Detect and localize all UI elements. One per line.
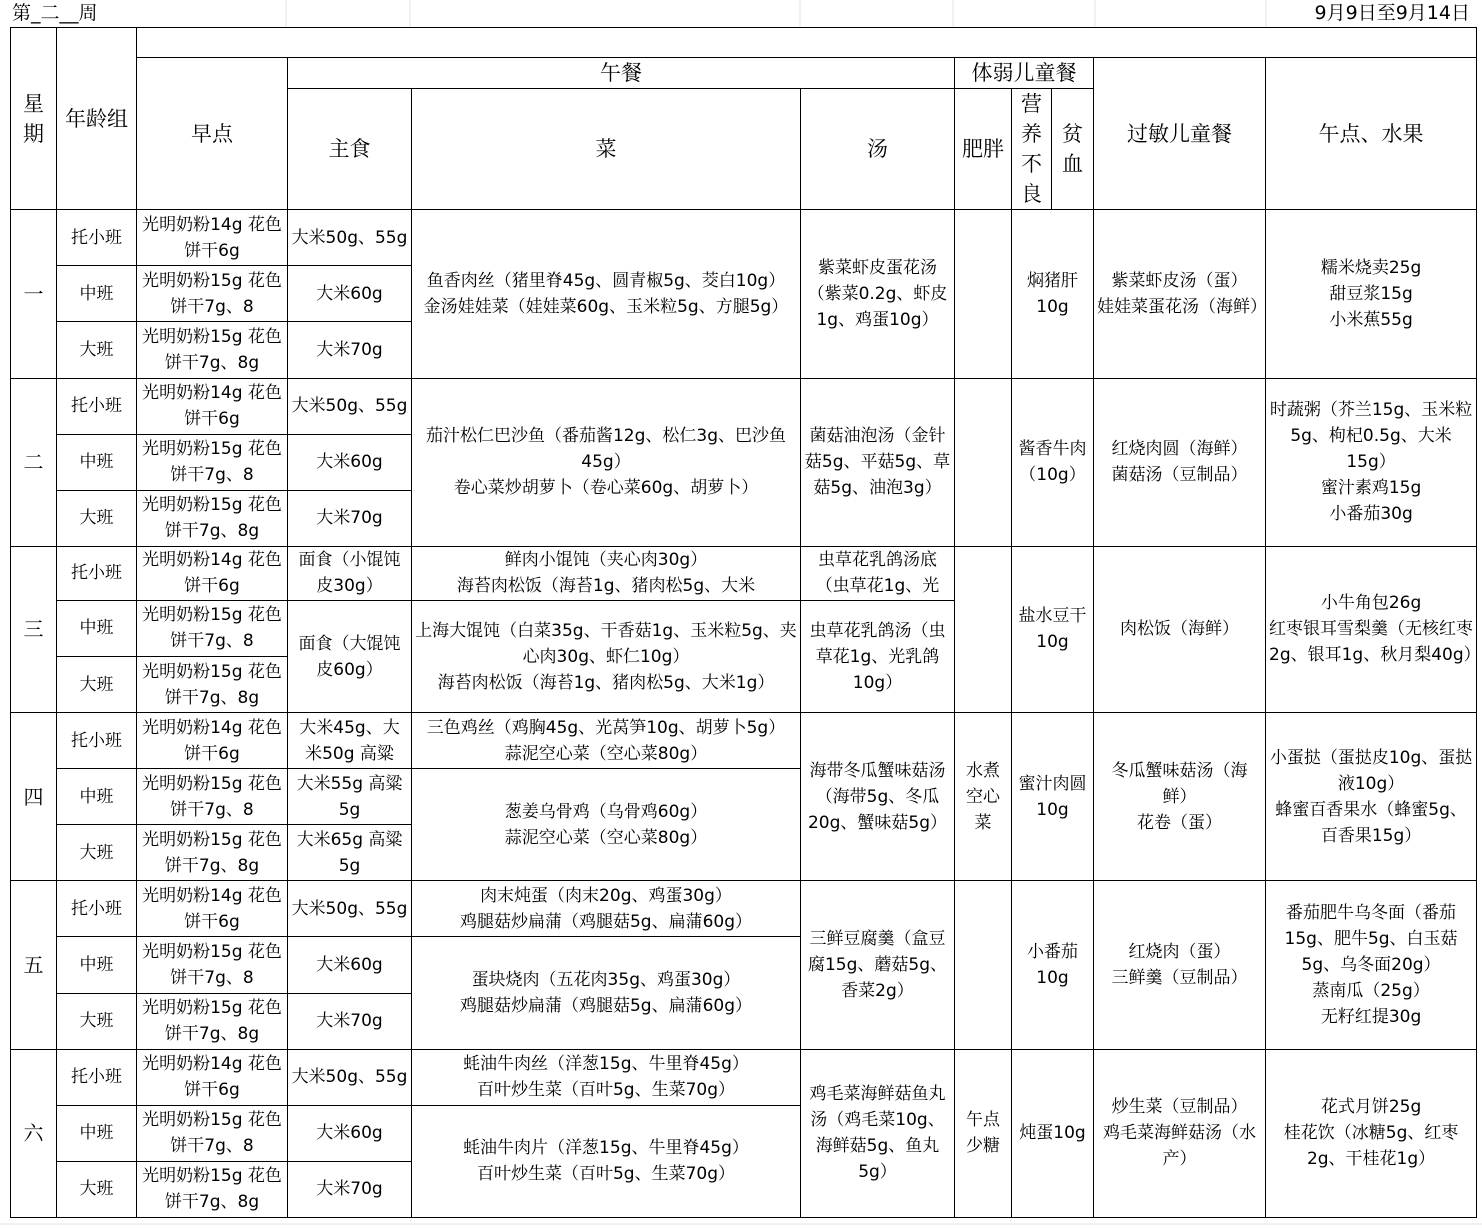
header-breakfast: 早点: [137, 58, 288, 210]
weak-meal-cell: 酱香牛肉（10g）: [1012, 378, 1094, 546]
allergy-meal-cell: 肉松饭（海鲜）: [1094, 546, 1266, 712]
breakfast-cell: 光明奶粉14g 花色饼干6g: [137, 210, 288, 266]
breakfast-cell: 光明奶粉14g 花色饼干6g: [137, 1049, 288, 1105]
age-group-cell: 大班: [57, 657, 137, 713]
staple-cell: 大米50g、55g: [288, 378, 412, 434]
snack-fruit-cell: 小蛋挞（蛋挞皮10g、蛋挞液10g） 蜂蜜百香果水（蜂蜜5g、百香果15g）: [1266, 713, 1477, 881]
breakfast-cell: 光明奶粉15g 花色饼干7g、8g: [137, 657, 288, 713]
weak-meal-cell: 炖蛋10g: [1012, 1049, 1094, 1217]
obese-meal-cell: 水煮空心菜: [955, 713, 1012, 881]
age-group-cell: 托小班: [57, 1049, 137, 1105]
age-group-cell: 中班: [57, 600, 137, 656]
dish-cell: 三色鸡丝（鸡胸45g、光莴笋10g、胡萝卜5g） 蒜泥空心菜（空心菜80g）: [412, 713, 801, 769]
header-age-group: 年龄组: [57, 28, 137, 210]
table-row: [11, 546, 1477, 600]
breakfast-cell: 光明奶粉15g 花色饼干7g、8: [137, 434, 288, 490]
soup-cell: 菌菇油泡汤（金针菇5g、平菇5g、草菇5g、油泡3g）: [801, 378, 955, 546]
weekday-cell: 六: [11, 1049, 57, 1217]
staple-cell: 大米60g: [288, 434, 412, 490]
weekday-cell: 五: [11, 881, 57, 1049]
breakfast-cell: 光明奶粉15g 花色饼干7g、8: [137, 600, 288, 656]
header-weak-children: 体弱儿童餐: [955, 58, 1094, 89]
obese-meal-cell: [955, 210, 1012, 378]
age-group-cell: 大班: [57, 825, 137, 881]
table-row: [11, 881, 1477, 937]
breakfast-cell: 光明奶粉15g 花色饼干7g、8: [137, 937, 288, 993]
table-row: [11, 210, 1477, 266]
weekday-cell: 三: [11, 546, 57, 712]
age-group-cell: 中班: [57, 1105, 137, 1161]
breakfast-cell: 光明奶粉15g 花色饼干7g、8g: [137, 825, 288, 881]
soup-cell: 鸡毛菜海鲜菇鱼丸汤（鸡毛菜10g、海鲜菇5g、鱼丸5g）: [801, 1049, 955, 1217]
age-group-cell: 中班: [57, 769, 137, 825]
allergy-meal-cell: 红烧肉圆（海鲜） 菌菇汤（豆制品）: [1094, 378, 1266, 546]
staple-cell: 大米65g 高粱5g: [288, 825, 412, 881]
header-snack-fruit: 午点、水果: [1266, 58, 1477, 210]
allergy-meal-cell: 炒生菜（豆制品） 鸡毛菜海鲜菇汤（水产）: [1094, 1049, 1266, 1217]
weekly-menu-table: [10, 27, 1481, 1218]
staple-cell: 大米60g: [288, 1105, 412, 1161]
breakfast-cell: 光明奶粉15g 花色饼干7g、8g: [137, 993, 288, 1049]
staple-cell: 大米70g: [288, 490, 412, 546]
staple-cell: 大米70g: [288, 1161, 412, 1217]
allergy-meal-cell: 紫菜虾皮汤（蛋） 娃娃菜蛋花汤（海鲜）: [1094, 210, 1266, 378]
soup-cell: 虫草花乳鸽汤（虫草花1g、光乳鸽10g）: [801, 600, 955, 712]
breakfast-cell: 光明奶粉14g 花色饼干6g: [137, 713, 288, 769]
snack-fruit-cell: 花式月饼25g 桂花饮（冰糖5g、红枣2g、干桂花1g）: [1266, 1049, 1477, 1217]
age-group-cell: 托小班: [57, 713, 137, 769]
staple-cell: 大米50g、55g: [288, 1049, 412, 1105]
age-group-cell: 托小班: [57, 881, 137, 937]
staple-cell: 大米60g: [288, 937, 412, 993]
staple-cell: 面食（小馄饨皮30g）: [288, 546, 412, 600]
dish-cell: 肉末炖蛋（肉末20g、鸡蛋30g） 鸡腿菇炒扁蒲（鸡腿菇5g、扁蒲60g）: [412, 881, 801, 937]
header-weekday: 星期: [11, 28, 57, 210]
allergy-meal-cell: 冬瓜蟹味菇汤（海鲜） 花卷（蛋）: [1094, 713, 1266, 881]
header-staple: 主食: [288, 89, 412, 210]
age-group-cell: 大班: [57, 1161, 137, 1217]
weekday-cell: 一: [11, 210, 57, 378]
weekday-cell: 二: [11, 378, 57, 546]
breakfast-cell: 光明奶粉14g 花色饼干6g: [137, 378, 288, 434]
snack-fruit-cell: 番茄肥牛乌冬面（番茄15g、肥牛5g、白玉菇5g、乌冬面20g） 蒸南瓜（25g） 无籽红提30g: [1266, 881, 1477, 1049]
weak-meal-cell: 焖猪肝10g: [1012, 210, 1094, 378]
week-label: 第_二__周: [12, 0, 98, 27]
weak-meal-cell: 蜜汁肉圆10g: [1012, 713, 1094, 881]
table-row: [11, 378, 1477, 434]
weekday-cell: 四: [11, 713, 57, 881]
age-group-cell: 托小班: [57, 210, 137, 266]
soup-cell: 三鲜豆腐羹（盒豆腐15g、蘑菇5g、香菜2g）: [801, 881, 955, 1049]
header-allergy: 过敏儿童餐: [1094, 58, 1266, 210]
breakfast-cell: 光明奶粉15g 花色饼干7g、8g: [137, 322, 288, 378]
dish-cell: 葱姜乌骨鸡（乌骨鸡60g） 蒜泥空心菜（空心菜80g）: [412, 769, 801, 881]
staple-cell: 大米50g、55g: [288, 210, 412, 266]
header-obese: 肥胖: [955, 89, 1012, 210]
snack-fruit-cell: 时蔬粥（芥兰15g、玉米粒5g、枸杞0.5g、大米15g） 蜜汁素鸡15g 小番茄30g: [1266, 378, 1477, 546]
breakfast-cell: 光明奶粉15g 花色饼干7g、8: [137, 1105, 288, 1161]
header-lunch: 午餐: [288, 58, 955, 89]
age-group-cell: 托小班: [57, 546, 137, 600]
obese-meal-cell: [955, 378, 1012, 546]
dish-cell: 蚝油牛肉片（洋葱15g、牛里脊45g） 百叶炒生菜（百叶5g、生菜70g）: [412, 1105, 801, 1217]
staple-cell: 大米50g、55g: [288, 881, 412, 937]
age-group-cell: 大班: [57, 490, 137, 546]
header-dish: 菜: [412, 89, 801, 210]
breakfast-cell: 光明奶粉15g 花色饼干7g、8: [137, 769, 288, 825]
age-group-cell: 大班: [57, 322, 137, 378]
header-anemia: 贫血: [1052, 89, 1094, 210]
allergy-meal-cell: 红烧肉（蛋） 三鲜羹（豆制品）: [1094, 881, 1266, 1049]
staple-cell: 大米55g 高粱5g: [288, 769, 412, 825]
soup-cell: 海带冬瓜蟹味菇汤（海带5g、冬瓜20g、蟹味菇5g）: [801, 713, 955, 881]
breakfast-cell: 光明奶粉14g 花色饼干6g: [137, 881, 288, 937]
header-row-top: [11, 28, 1477, 58]
soup-cell: 紫菜虾皮蛋花汤（紫菜0.2g、虾皮1g、鸡蛋10g）: [801, 210, 955, 378]
breakfast-cell: 光明奶粉15g 花色饼干7g、8g: [137, 1161, 288, 1217]
dish-cell: 蚝油牛肉丝（洋葱15g、牛里脊45g） 百叶炒生菜（百叶5g、生菜70g）: [412, 1049, 801, 1105]
obese-meal-cell: 午点少糖: [955, 1049, 1012, 1217]
weak-meal-cell: 盐水豆干10g: [1012, 546, 1094, 712]
header-malnutrition: 营养不良: [1012, 89, 1052, 210]
age-group-cell: 中班: [57, 937, 137, 993]
age-group-cell: 大班: [57, 993, 137, 1049]
staple-cell: 面食（大馄饨皮60g）: [288, 600, 412, 712]
dish-cell: 上海大馄饨（白菜35g、干香菇1g、玉米粒5g、夹心肉30g、虾仁10g） 海苔肉松饭（海苔1g、猪肉松5g、大米1g）: [412, 600, 801, 712]
dish-cell: 蛋块烧肉（五花肉35g、鸡蛋30g） 鸡腿菇炒扁蒲（鸡腿菇5g、扁蒲60g）: [412, 937, 801, 1049]
date-range: 9月9日至9月14日: [1315, 0, 1470, 27]
soup-cell: 虫草花乳鸽汤底（虫草花1g、光: [801, 546, 955, 600]
header-soup: 汤: [801, 89, 955, 210]
staple-cell: 大米70g: [288, 322, 412, 378]
age-group-cell: 托小班: [57, 378, 137, 434]
breakfast-cell: 光明奶粉14g 花色饼干6g: [137, 546, 288, 600]
obese-meal-cell: [955, 881, 1012, 1049]
staple-cell: 大米60g: [288, 266, 412, 322]
snack-fruit-cell: 糯米烧卖25g 甜豆浆15g 小米蕉55g: [1266, 210, 1477, 378]
table-row: [11, 1049, 1477, 1105]
age-group-cell: 中班: [57, 434, 137, 490]
breakfast-cell: 光明奶粉15g 花色饼干7g、8g: [137, 490, 288, 546]
breakfast-cell: 光明奶粉15g 花色饼干7g、8: [137, 266, 288, 322]
dish-cell: 鲜肉小馄饨（夹心肉30g） 海苔肉松饭（海苔1g、猪肉松5g、大米: [412, 546, 801, 600]
staple-cell: 大米70g: [288, 993, 412, 1049]
dish-cell: 鱼香肉丝（猪里脊45g、圆青椒5g、茭白10g） 金汤娃娃菜（娃娃菜60g、玉米粒5g、方腿5g）: [412, 210, 801, 378]
header-blank: [137, 28, 1477, 58]
age-group-cell: 中班: [57, 266, 137, 322]
header-row-1: [11, 58, 1477, 89]
weak-meal-cell: 小番茄10g: [1012, 881, 1094, 1049]
table-row: [11, 713, 1477, 769]
obese-meal-cell: [955, 546, 1012, 712]
snack-fruit-cell: 小牛角包26g 红枣银耳雪梨羹（无核红枣2g、银耳1g、秋月梨40g）: [1266, 546, 1477, 712]
dish-cell: 茄汁松仁巴沙鱼（番茄酱12g、松仁3g、巴沙鱼45g） 卷心菜炒胡萝卜（卷心菜60g、胡萝卜）: [412, 378, 801, 546]
staple-cell: 大米45g、大米50g 高粱: [288, 713, 412, 769]
